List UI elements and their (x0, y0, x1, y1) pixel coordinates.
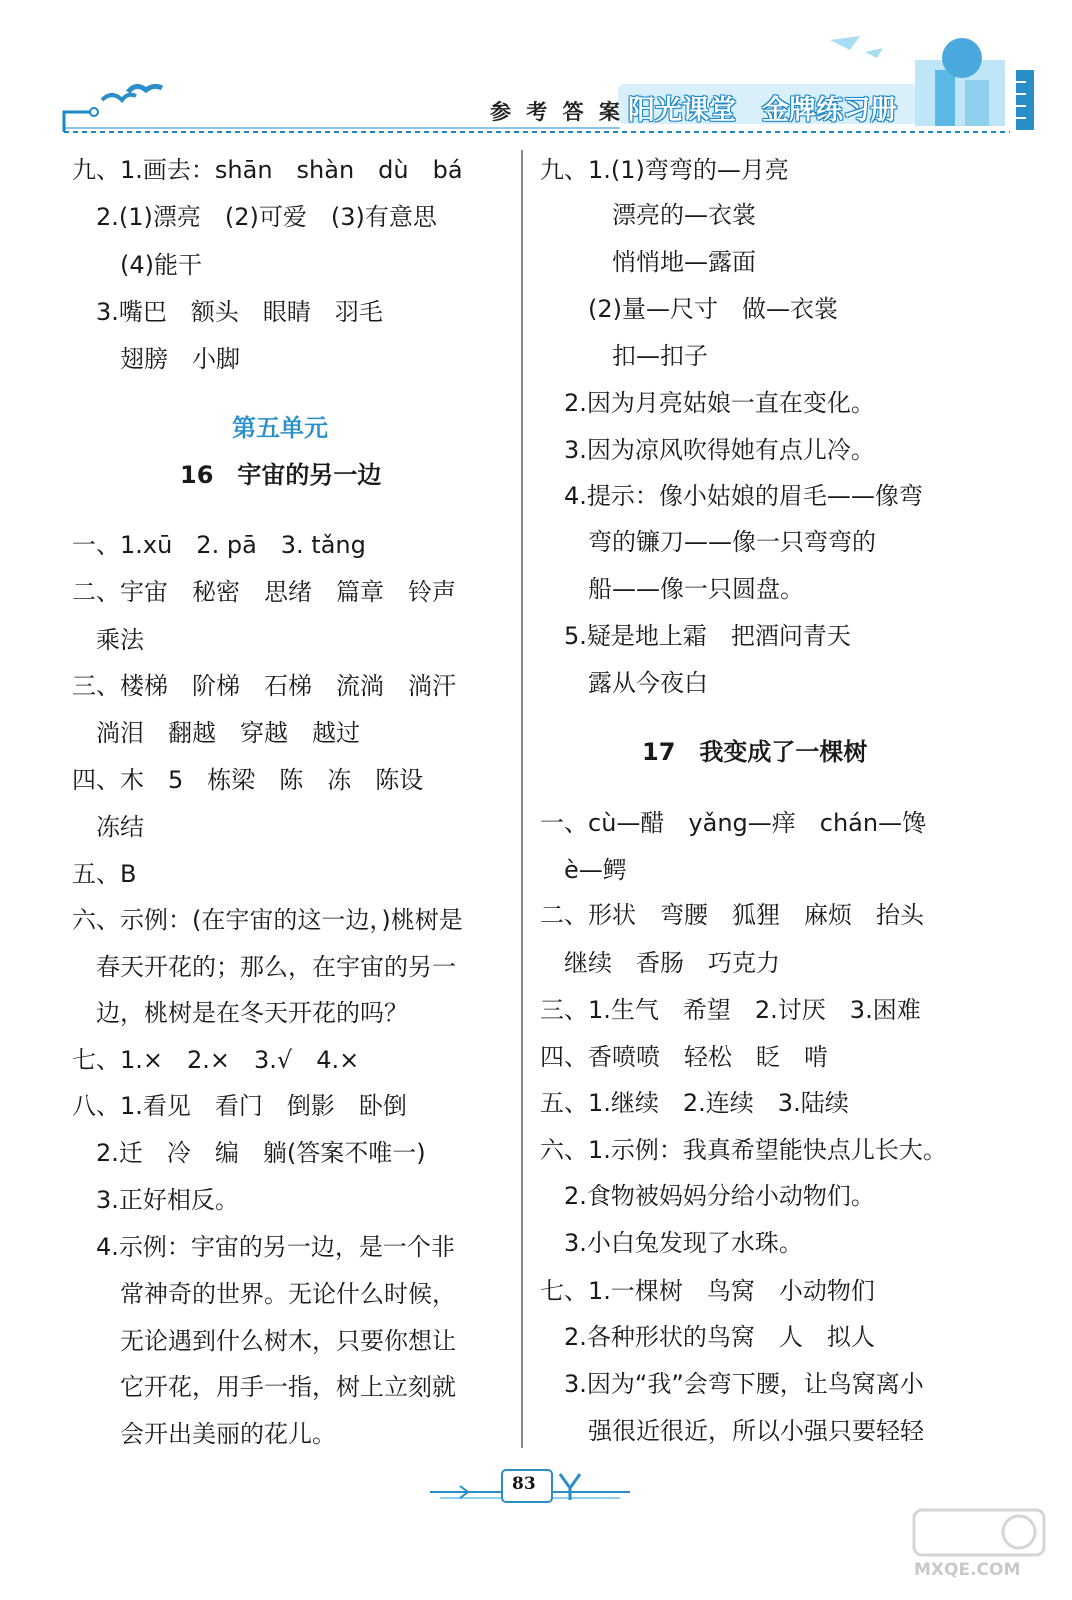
answer-line: 船——像一只圆盘。 (540, 575, 804, 603)
answer-line: 悄悄地—露面 (540, 248, 756, 276)
answer-line: 三、1.生气 希望 2.讨厌 3.困难 (540, 996, 921, 1024)
answer-line: 冻结 (72, 813, 144, 841)
answer-line: 翅膀 小脚 (72, 345, 240, 373)
header-decoration (0, 0, 1072, 150)
watermark-logo (904, 1500, 1054, 1590)
answer-line: (2)量—尺寸 做—衣裳 (540, 295, 838, 323)
bird-icon (102, 95, 136, 100)
book-title-part2: 金牌练习册 (762, 95, 897, 126)
answer-line: 它开花，用手一指，树上立刻就 (72, 1373, 456, 1401)
answer-line: 3.因为“我”会弯下腰，让鸟窝离小 (540, 1370, 924, 1398)
lesson-title: 16 宇宙的另一边 (180, 461, 382, 489)
answer-line: 淌泪 翻越 穿越 越过 (72, 719, 360, 747)
answer-line: 四、香喷喷 轻松 眨 啃 (540, 1043, 828, 1071)
page-number: 83 (512, 1474, 536, 1494)
answer-line: 七、1.× 2.× 3.√ 4.× (72, 1046, 360, 1074)
answer-line: 露从今夜白 (540, 669, 708, 697)
answer-line: 5.疑是地上霜 把酒问青天 (540, 622, 851, 650)
answer-line: è—鳄 (540, 856, 627, 884)
answer-line: 3.小白兔发现了水珠。 (540, 1229, 803, 1257)
answer-line: 继续 香肠 巧克力 (540, 949, 780, 977)
answer-line: 七、1.一棵树 鸟窝 小动物们 (540, 1277, 875, 1305)
answer-line: 九、1.(1)弯弯的—月亮 (540, 156, 789, 184)
answer-line: 四、木 5 栋梁 陈 冻 陈设 (72, 766, 424, 794)
answer-line: 一、1.xū 2. pā 3. tǎng (72, 531, 366, 559)
bird-icon (128, 86, 162, 92)
answer-line: 2.迁 冷 编 躺(答案不唯一) (72, 1139, 426, 1167)
answer-line: 强很近很近，所以小强只要轻轻 (540, 1417, 924, 1445)
answer-line: 2.各种形状的鸟窝 人 拟人 (540, 1323, 875, 1351)
answer-line: 漂亮的—衣裳 (540, 201, 756, 229)
answer-line: 八、1.看见 看门 倒影 卧倒 (72, 1092, 407, 1120)
answer-line: 六、1.示例：我真希望能快点儿长大。 (540, 1136, 947, 1164)
answer-line: 2.(1)漂亮 (2)可爱 (3)有意思 (72, 203, 437, 231)
answer-line: 扣—扣子 (540, 342, 708, 370)
answer-line: 九、1.画去：shān shàn dù bá (72, 156, 463, 184)
answer-line: 三、楼梯 阶梯 石梯 流淌 淌汗 (72, 672, 456, 700)
answer-line: 4.提示：像小姑娘的眉毛——像弯 (540, 482, 923, 510)
answer-line: 弯的镰刀——像一只弯弯的 (540, 528, 876, 556)
answer-line: 五、1.继续 2.连续 3.陆续 (540, 1089, 849, 1117)
book-title-part1: 阳光课堂 (628, 95, 736, 126)
answer-line: 会开出美丽的花儿。 (72, 1420, 336, 1448)
answer-line: 五、B (72, 860, 137, 888)
answer-key-label: 参 考 答 案 (490, 100, 624, 124)
answer-line: 二、形状 弯腰 狐狸 麻烦 抬头 (540, 901, 924, 929)
page-footer (420, 1462, 640, 1512)
answer-line: 一、cù—醋 yǎng—痒 chán—馋 (540, 809, 927, 837)
answer-line: 3.因为凉风吹得她有点儿冷。 (540, 436, 875, 464)
answer-line: 2.食物被妈妈分给小动物们。 (540, 1182, 875, 1210)
answer-line: 无论遇到什么树木，只要你想让 (72, 1327, 456, 1355)
page-header (0, 0, 1072, 150)
unit-title: 第五单元 (232, 414, 328, 442)
answer-line: (4)能干 (72, 251, 202, 279)
answer-line: 乘法 (72, 626, 144, 654)
answer-line: 六、示例：(在宇宙的这一边，)桃树是 (72, 906, 463, 934)
answer-line: 3.正好相反。 (72, 1186, 239, 1214)
answer-line: 3.嘴巴 额头 眼睛 羽毛 (72, 298, 383, 326)
watermark-text: MXQE.COM (914, 1560, 1021, 1580)
answer-line: 2.因为月亮姑娘一直在变化。 (540, 389, 875, 417)
answer-line: 4.示例：宇宙的另一边，是一个非 (72, 1233, 455, 1261)
answer-line: 二、宇宙 秘密 思绪 篇章 铃声 (72, 578, 456, 606)
windmill-icon (560, 1474, 580, 1500)
answer-line: 边，桃树是在冬天开花的吗？ (72, 999, 408, 1027)
column-divider (521, 150, 523, 1448)
answer-line: 春天开花的；那么，在宇宙的另一 (72, 953, 456, 981)
lesson-title: 17 我变成了一棵树 (642, 738, 868, 766)
answer-line: 常神奇的世界。无论什么时候， (72, 1280, 456, 1308)
